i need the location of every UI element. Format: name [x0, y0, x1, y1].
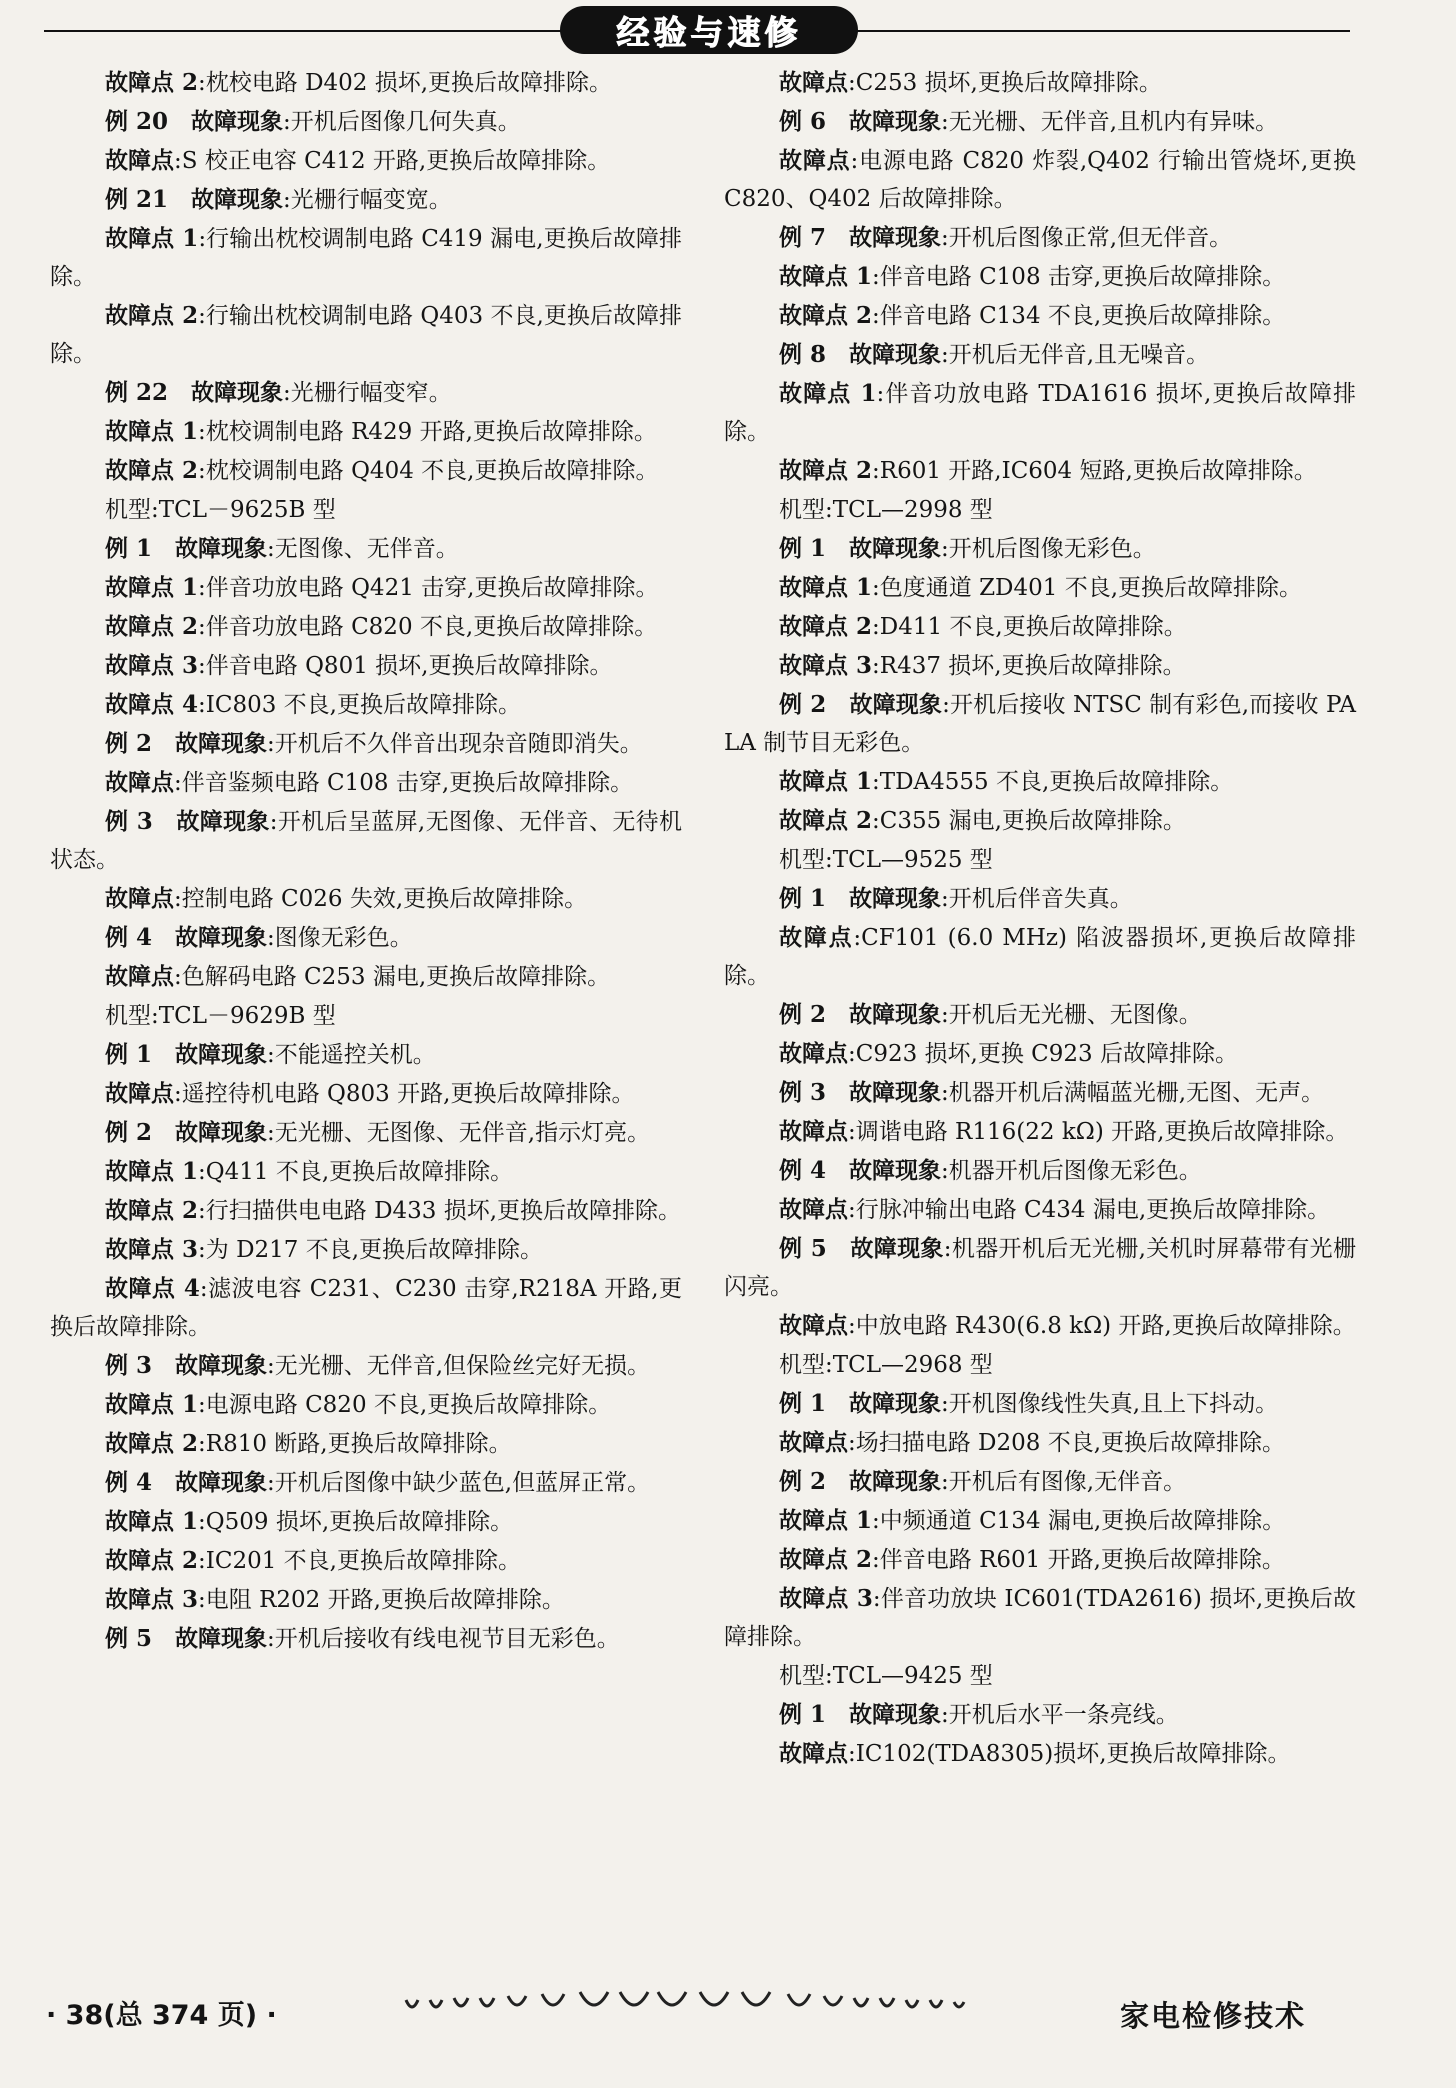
- fault-text: :枕校电路 D402 损坏,更换后故障排除。: [198, 70, 613, 96]
- fault-paragraph: [50, 608, 682, 646]
- case-label: 例 2: [779, 1468, 827, 1495]
- case-text: :无光栅、无伴音,且机内有异味。: [941, 109, 1279, 135]
- fault-text: :R810 断路,更换后故障排除。: [198, 1431, 512, 1457]
- fault-label: 故障点 1: [779, 263, 873, 290]
- symptom-label: 故障现象: [849, 535, 942, 562]
- fault-text: :S 校正电容 C412 开路,更换后故障排除。: [174, 148, 611, 174]
- fault-paragraph: [724, 608, 1356, 646]
- case-paragraph: [724, 996, 1356, 1034]
- symptom-label: 故障现象: [175, 730, 268, 757]
- fault-label: 故障点 2: [779, 302, 873, 329]
- fault-text: :Q411 不良,更换后故障排除。: [198, 1159, 514, 1185]
- fault-paragraph: [50, 1153, 682, 1191]
- symptom-label: 故障现象: [849, 1157, 942, 1184]
- case-paragraph: [50, 1464, 682, 1502]
- case-paragraph: [50, 1620, 682, 1658]
- case-text: :无光栅、无图像、无伴音,指示灯亮。: [267, 1120, 651, 1146]
- fault-paragraph: [724, 258, 1356, 296]
- case-label: 例 3: [779, 1079, 827, 1106]
- fault-text: :色解码电路 C253 漏电,更换后故障排除。: [174, 964, 611, 990]
- fault-paragraph: [724, 1191, 1356, 1229]
- fault-label: 故障点 2: [105, 69, 199, 96]
- fault-label: 故障点 2: [779, 1546, 873, 1573]
- fault-text: :枕校调制电路 R429 开路,更换后故障排除。: [198, 419, 657, 445]
- fault-label: 故障点 1: [105, 1391, 199, 1418]
- case-text: :开机后呈蓝屏,无图像、无伴音、无待机状态。: [50, 809, 683, 873]
- fault-paragraph: [724, 763, 1356, 801]
- case-text: :不能遥控关机。: [267, 1042, 436, 1068]
- case-label: 例 1: [105, 1041, 153, 1068]
- case-text: :无图像、无伴音。: [267, 536, 459, 562]
- fault-text: :中频通道 C134 漏电,更换后故障排除。: [872, 1508, 1286, 1534]
- case-label: 例 21: [105, 186, 169, 213]
- case-paragraph: [724, 103, 1356, 141]
- fault-text: :色度通道 ZD401 不良,更换后故障排除。: [872, 575, 1303, 601]
- fault-text: :伴音功放电路 Q421 击穿,更换后故障排除。: [198, 575, 659, 601]
- case-paragraph: [50, 374, 682, 412]
- symptom-label: 故障现象: [176, 808, 270, 835]
- fault-text: :R437 损坏,更换后故障排除。: [872, 653, 1186, 679]
- case-label: 例 1: [779, 885, 827, 912]
- fault-label: 故障点 3: [105, 652, 199, 679]
- case-label: 例 22: [105, 379, 169, 406]
- fault-label: 故障点 2: [105, 1430, 199, 1457]
- fault-text: :C253 损坏,更换后故障排除。: [848, 70, 1162, 96]
- model-text: 机型:TCL—9525 型: [779, 847, 993, 873]
- model-text: 机型:TCL—2968 型: [779, 1352, 993, 1378]
- case-text: :开机后图像正常,但无伴音。: [941, 225, 1233, 251]
- symptom-label: 故障现象: [849, 224, 942, 251]
- symptom-label: 故障现象: [849, 1468, 942, 1495]
- fault-label: 故障点: [779, 1196, 848, 1223]
- case-paragraph: [724, 336, 1356, 374]
- fault-label: 故障点 2: [779, 613, 873, 640]
- case-label: 例 1: [105, 535, 153, 562]
- fault-text: :伴音电路 Q801 损坏,更换后故障排除。: [198, 653, 613, 679]
- fault-label: 故障点 4: [105, 691, 199, 718]
- fault-label: 故障点 1: [105, 418, 199, 445]
- case-label: 例 2: [779, 1001, 827, 1028]
- fault-label: 故障点: [779, 69, 848, 96]
- fault-label: 故障点 2: [779, 807, 873, 834]
- case-text: :光栅行幅变窄。: [283, 380, 452, 406]
- case-text: :开机后接收 NTSC 制有彩色,而接收 PALA 制节目无彩色。: [724, 692, 1357, 756]
- fault-text: :C923 损坏,更换 C923 后故障排除。: [848, 1041, 1238, 1067]
- fault-text: :伴音电路 C108 击穿,更换后故障排除。: [872, 264, 1286, 290]
- case-label: 例 5: [779, 1235, 827, 1262]
- fault-text: :行输出枕校调制电路 C419 漏电,更换后故障排除。: [50, 226, 682, 290]
- case-paragraph: [724, 1074, 1356, 1112]
- case-text: :开机后无伴音,且无噪音。: [941, 342, 1210, 368]
- symptom-label: 故障现象: [849, 1079, 942, 1106]
- fault-paragraph: [50, 1075, 682, 1113]
- fault-label: 故障点: [779, 1429, 848, 1456]
- model-heading: [724, 491, 1356, 529]
- case-label: 例 2: [105, 730, 153, 757]
- fault-paragraph: [50, 1192, 682, 1230]
- fault-paragraph: [50, 880, 682, 918]
- fault-label: 故障点 1: [105, 225, 199, 252]
- left-column: [50, 64, 682, 1659]
- case-label: 例 4: [779, 1157, 827, 1184]
- fault-text: :调谐电路 R116(22 kΩ) 开路,更换后故障排除。: [848, 1119, 1349, 1145]
- fault-text: :伴音电路 C134 不良,更换后故障排除。: [872, 303, 1286, 329]
- fault-text: :R601 开路,IC604 短路,更换后故障排除。: [872, 458, 1317, 484]
- case-paragraph: [724, 880, 1356, 918]
- fault-paragraph: [724, 297, 1356, 335]
- case-label: 例 4: [105, 924, 153, 951]
- fault-text: :枕校调制电路 Q404 不良,更换后故障排除。: [198, 458, 659, 484]
- symptom-label: 故障现象: [849, 1701, 942, 1728]
- fault-label: 故障点: [779, 1118, 848, 1145]
- symptom-label: 故障现象: [175, 924, 268, 951]
- fault-paragraph: [50, 64, 682, 102]
- fault-label: 故障点 1: [779, 1507, 873, 1534]
- fault-paragraph: [50, 1542, 682, 1580]
- fault-paragraph: [724, 802, 1356, 840]
- fault-paragraph: [50, 297, 682, 373]
- fault-text: :滤波电容 C231、C230 击穿,R218A 开路,更换后故障排除。: [50, 1276, 682, 1340]
- case-text: :开机后水平一条亮线。: [941, 1702, 1179, 1728]
- fault-label: 故障点: [105, 963, 174, 990]
- fault-paragraph: [50, 686, 682, 724]
- case-paragraph: [50, 530, 682, 568]
- case-paragraph: [724, 1152, 1356, 1190]
- fault-paragraph: [50, 1581, 682, 1619]
- fault-paragraph: [50, 142, 682, 180]
- symptom-label: 故障现象: [175, 1041, 268, 1068]
- case-label: 例 3: [105, 1352, 153, 1379]
- fault-text: :中放电路 R430(6.8 kΩ) 开路,更换后故障排除。: [848, 1313, 1356, 1339]
- case-label: 例 8: [779, 341, 827, 368]
- fault-label: 故障点 1: [779, 768, 873, 795]
- fault-label: 故障点 3: [779, 652, 873, 679]
- fault-label: 故障点 4: [105, 1275, 200, 1302]
- fault-label: 故障点 2: [105, 302, 199, 329]
- symptom-label: 故障现象: [175, 535, 268, 562]
- case-label: 例 20: [105, 108, 169, 135]
- fault-label: 故障点 1: [779, 380, 877, 407]
- symptom-label: 故障现象: [175, 1469, 268, 1496]
- fault-label: 故障点: [779, 924, 854, 951]
- fault-paragraph: [50, 452, 682, 490]
- fault-text: :场扫描电路 D208 不良,更换后故障排除。: [848, 1430, 1286, 1456]
- fault-paragraph: [724, 452, 1356, 490]
- case-paragraph: [50, 1036, 682, 1074]
- case-paragraph: [724, 219, 1356, 257]
- case-text: :机器开机后图像无彩色。: [941, 1158, 1202, 1184]
- fault-paragraph: [50, 1270, 682, 1346]
- fault-label: 故障点 2: [105, 457, 199, 484]
- symptom-label: 故障现象: [175, 1119, 268, 1146]
- fault-label: 故障点: [779, 1740, 848, 1767]
- section-title: 经验与速修: [616, 12, 802, 52]
- fault-label: 故障点 2: [105, 1547, 199, 1574]
- fault-label: 故障点 1: [105, 1508, 199, 1535]
- fault-text: :电阻 R202 开路,更换后故障排除。: [198, 1587, 565, 1613]
- fault-label: 故障点: [779, 1040, 848, 1067]
- fault-paragraph: [724, 1035, 1356, 1073]
- fault-label: 故障点 2: [105, 1197, 199, 1224]
- fault-label: 故障点 3: [105, 1236, 199, 1263]
- fault-text: :行输出枕校调制电路 Q403 不良,更换后故障排除。: [50, 303, 682, 367]
- symptom-label: 故障现象: [849, 1390, 942, 1417]
- fault-label: 故障点: [779, 1312, 848, 1339]
- fault-paragraph: [724, 375, 1356, 451]
- case-label: 例 6: [779, 108, 827, 135]
- fault-paragraph: [724, 64, 1356, 102]
- case-text: :机器开机后满幅蓝光栅,无图、无声。: [941, 1080, 1325, 1106]
- fault-paragraph: [724, 1735, 1356, 1773]
- case-label: 例 2: [105, 1119, 153, 1146]
- case-text: :无光栅、无伴音,但保险丝完好无损。: [267, 1353, 651, 1379]
- page-number: · 38(总 374 页) ·: [46, 2000, 277, 2031]
- fault-text: :IC102(TDA8305)损坏,更换后故障排除。: [848, 1741, 1291, 1767]
- fault-text: :C355 漏电,更换后故障排除。: [872, 808, 1186, 834]
- case-paragraph: [724, 1385, 1356, 1423]
- fault-text: :电源电路 C820 不良,更换后故障排除。: [198, 1392, 612, 1418]
- fault-paragraph: [724, 1424, 1356, 1462]
- case-paragraph: [50, 803, 682, 879]
- right-column: [724, 64, 1356, 1774]
- fault-label: 故障点 3: [105, 1586, 199, 1613]
- case-paragraph: [50, 1347, 682, 1385]
- case-label: 例 4: [105, 1469, 153, 1496]
- case-label: 例 5: [105, 1625, 153, 1652]
- case-paragraph: [50, 919, 682, 957]
- case-paragraph: [724, 1463, 1356, 1501]
- fault-paragraph: [724, 647, 1356, 685]
- model-heading: [50, 997, 682, 1035]
- fault-label: 故障点 1: [779, 574, 873, 601]
- fault-label: 故障点 1: [105, 574, 199, 601]
- fault-text: :TDA4555 不良,更换后故障排除。: [872, 769, 1234, 795]
- case-label: 例 2: [779, 691, 827, 718]
- model-text: 机型:TCL—2998 型: [779, 497, 993, 523]
- fault-text: :遥控待机电路 Q803 开路,更换后故障排除。: [174, 1081, 635, 1107]
- header-rule-left: [44, 30, 564, 32]
- fault-paragraph: [50, 1231, 682, 1269]
- fault-label: 故障点 2: [105, 613, 199, 640]
- fault-text: :伴音电路 R601 开路,更换后故障排除。: [872, 1547, 1285, 1573]
- fault-text: :CF101 (6.0 MHz) 陷波器损坏,更换后故障排除。: [724, 925, 1357, 989]
- fault-text: :行扫描供电电路 D433 损坏,更换后故障排除。: [198, 1198, 682, 1224]
- fault-label: 故障点: [105, 769, 174, 796]
- case-paragraph: [50, 181, 682, 219]
- fault-label: 故障点 3: [779, 1585, 873, 1612]
- fault-text: :伴音鉴频电路 C108 击穿,更换后故障排除。: [174, 770, 634, 796]
- fault-label: 故障点 2: [779, 457, 873, 484]
- fault-text: :电源电路 C820 炸裂,Q402 行输出管烧坏,更换 C820、Q402 后故障排除。: [724, 148, 1357, 212]
- fault-text: :为 D217 不良,更换后故障排除。: [198, 1237, 544, 1263]
- fault-paragraph: [50, 1425, 682, 1463]
- case-paragraph: [50, 1114, 682, 1152]
- symptom-label: 故障现象: [849, 885, 942, 912]
- fault-paragraph: [724, 1580, 1356, 1656]
- symptom-label: 故障现象: [175, 1352, 268, 1379]
- symptom-label: 故障现象: [175, 1625, 268, 1652]
- case-paragraph: [724, 686, 1356, 762]
- model-text: 机型:TCL－9629B 型: [105, 1003, 336, 1029]
- fault-text: :IC803 不良,更换后故障排除。: [198, 692, 521, 718]
- fault-text: :D411 不良,更换后故障排除。: [872, 614, 1187, 640]
- fault-paragraph: [50, 958, 682, 996]
- case-text: :开机图像线性失真,且上下抖动。: [941, 1391, 1279, 1417]
- case-label: 例 1: [779, 1390, 827, 1417]
- fault-paragraph: [50, 220, 682, 296]
- case-paragraph: [724, 1696, 1356, 1734]
- model-text: 机型:TCL－9625B 型: [105, 497, 336, 523]
- fault-paragraph: [724, 569, 1356, 607]
- magazine-name: 家电检修技术: [1120, 1999, 1307, 2033]
- fault-text: :行脉冲输出电路 C434 漏电,更换后故障排除。: [848, 1197, 1331, 1223]
- case-paragraph: [50, 725, 682, 763]
- model-heading: [50, 491, 682, 529]
- fault-text: :伴音功放电路 C820 不良,更换后故障排除。: [198, 614, 658, 640]
- symptom-label: 故障现象: [191, 186, 284, 213]
- fault-text: :伴音功放电路 TDA1616 损坏,更换后故障排除。: [724, 381, 1356, 445]
- model-heading: [724, 1346, 1356, 1384]
- fault-label: 故障点: [105, 1080, 174, 1107]
- case-text: :开机后图像无彩色。: [941, 536, 1156, 562]
- case-label: 例 7: [779, 224, 827, 251]
- symptom-label: 故障现象: [849, 341, 942, 368]
- case-text: :开机后有图像,无伴音。: [941, 1469, 1187, 1495]
- fault-paragraph: [724, 1502, 1356, 1540]
- fault-paragraph: [50, 569, 682, 607]
- case-text: :光栅行幅变宽。: [283, 187, 452, 213]
- fault-label: 故障点 1: [105, 1158, 199, 1185]
- fault-label: 故障点: [105, 147, 174, 174]
- case-paragraph: [724, 530, 1356, 568]
- fault-paragraph: [50, 1503, 682, 1541]
- fault-paragraph: [724, 142, 1356, 218]
- case-label: 例 3: [105, 808, 153, 835]
- case-text: :机器开机后无光栅,关机时屏幕带有光栅闪亮。: [724, 1236, 1357, 1300]
- case-label: 例 1: [779, 535, 827, 562]
- fault-label: 故障点: [105, 885, 174, 912]
- case-text: :开机后伴音失真。: [941, 886, 1133, 912]
- fault-paragraph: [50, 413, 682, 451]
- fault-label: 故障点: [779, 147, 851, 174]
- fault-text: :伴音功放块 IC601(TDA2616) 损坏,更换后故障排除。: [724, 1586, 1357, 1650]
- model-heading: [724, 841, 1356, 879]
- fault-paragraph: [50, 764, 682, 802]
- case-paragraph: [50, 103, 682, 141]
- case-text: :开机后无光栅、无图像。: [941, 1002, 1202, 1028]
- symptom-label: 故障现象: [191, 379, 284, 406]
- case-label: 例 1: [779, 1701, 827, 1728]
- symptom-label: 故障现象: [849, 108, 942, 135]
- model-text: 机型:TCL—9425 型: [779, 1663, 993, 1689]
- case-text: :开机后图像几何失真。: [283, 109, 521, 135]
- fault-paragraph: [724, 1113, 1356, 1151]
- fault-paragraph: [724, 1307, 1356, 1345]
- footer-decoration: [396, 1986, 1020, 2026]
- symptom-label: 故障现象: [850, 1235, 944, 1262]
- section-banner: [560, 6, 858, 54]
- fault-text: :IC201 不良,更换后故障排除。: [198, 1548, 521, 1574]
- case-paragraph: [724, 1230, 1356, 1306]
- case-text: :图像无彩色。: [267, 925, 413, 951]
- header-rule-right: [852, 30, 1350, 32]
- case-text: :开机后不久伴音出现杂音随即消失。: [267, 731, 643, 757]
- model-heading: [724, 1657, 1356, 1695]
- fault-paragraph: [50, 1386, 682, 1424]
- fault-paragraph: [50, 647, 682, 685]
- symptom-label: 故障现象: [191, 108, 284, 135]
- case-text: :开机后接收有线电视节目无彩色。: [267, 1626, 620, 1652]
- case-text: :开机后图像中缺少蓝色,但蓝屏正常。: [267, 1470, 651, 1496]
- fault-text: :Q509 损坏,更换后故障排除。: [198, 1509, 514, 1535]
- fault-text: :控制电路 C026 失效,更换后故障排除。: [174, 886, 588, 912]
- fault-paragraph: [724, 919, 1356, 995]
- symptom-label: 故障现象: [849, 691, 943, 718]
- symptom-label: 故障现象: [849, 1001, 942, 1028]
- fault-paragraph: [724, 1541, 1356, 1579]
